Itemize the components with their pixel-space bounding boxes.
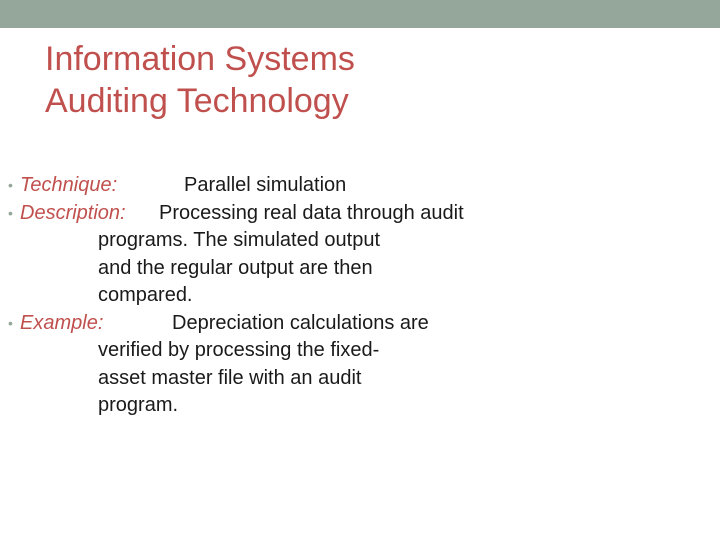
bullet-example-continuation-1: verified by processing the fixed- — [98, 339, 380, 361]
bullet-example-line — [8, 310, 708, 338]
bullet-description-continuation-1: programs. The simulated output — [98, 229, 381, 251]
bullet-description-text: Processing real data through audit — [159, 201, 464, 224]
bullet-technique — [8, 172, 708, 200]
slide-title-line-2: Auditing Technology — [45, 82, 349, 120]
bullet-example-text: Depreciation calculations are — [172, 311, 429, 334]
slide-title-line-1: Information Systems — [45, 40, 355, 78]
bullet-technique-text: Parallel simulation — [184, 174, 347, 196]
bullet-dot-icon: • — [8, 314, 13, 331]
bullet-description-continuation-2: and the regular output are then — [98, 256, 373, 279]
bullet-example-continuation-3: program. — [98, 394, 179, 416]
bullet-description-key: Description: — [20, 201, 126, 224]
bullet-dot-icon: • — [8, 204, 13, 221]
bullet-description — [8, 200, 708, 310]
bullet-dot-icon: • — [8, 177, 13, 193]
bullet-example-continuation-2: asset master file with an audit — [98, 366, 362, 389]
bullet-example-key: Example: — [20, 311, 104, 334]
bullet-technique-line — [8, 172, 708, 200]
top-accent-bar — [0, 0, 720, 28]
bullet-technique-key: Technique: — [20, 174, 118, 196]
bullet-list — [8, 172, 708, 420]
bullet-description-line — [8, 200, 708, 228]
bullet-description-continuation-3: compared. — [98, 284, 193, 306]
slide-title — [45, 38, 355, 122]
bullet-example — [8, 310, 708, 420]
